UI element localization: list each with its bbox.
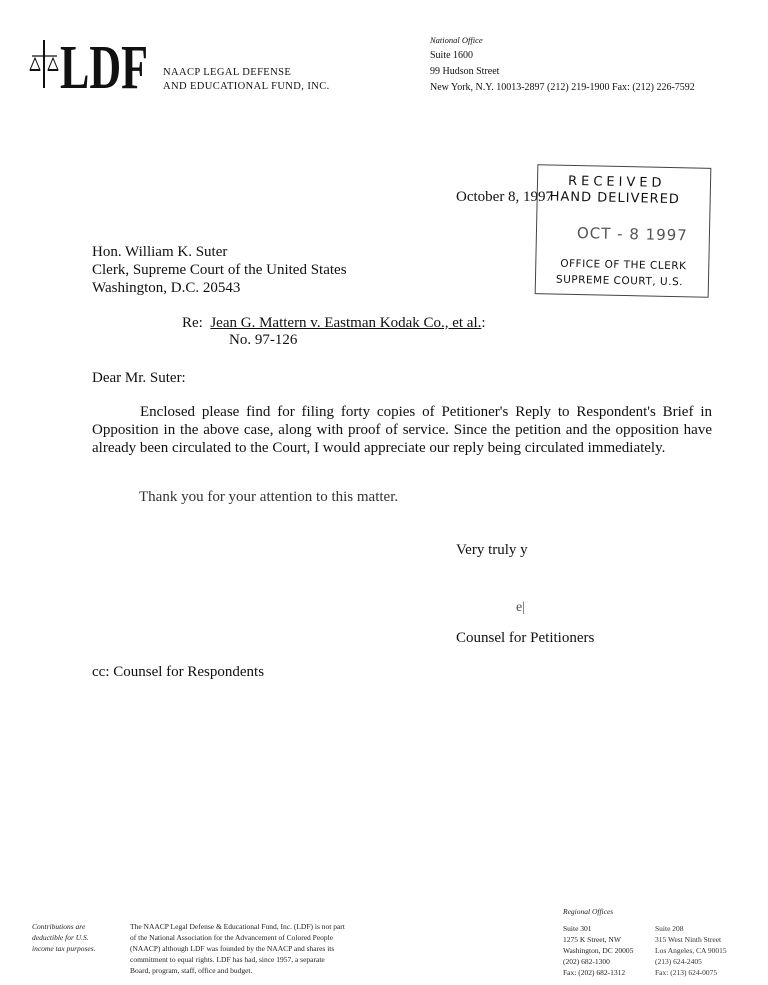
stamp-date: OCT - 8 1997 [576, 224, 689, 245]
re-line [182, 315, 486, 349]
body-paragraph: Enclosed please find for filing forty copies of Petitioner's Reply to Respondent's Brief in Opposition in the above case, along with proof of service. Since the petition and the opposition have already been circulated to the Court, I would appreciate our reply being circulated immediately. [92, 404, 712, 456]
disclaimer-line: The NAACP Legal Defense & Educational Fund, Inc. (LDF) is not part [130, 922, 345, 931]
regional-office-la [655, 923, 727, 978]
tax-deduction-note [32, 921, 96, 954]
letter-date: October 8, 1997 [456, 189, 554, 205]
disclaimer-note [130, 921, 345, 976]
signature-fragment: e| [516, 600, 526, 615]
salutation: Dear Mr. Suter: [92, 370, 186, 386]
signer-title: Counsel for Petitioners [456, 630, 595, 646]
tax-note-line: income tax purposes. [32, 944, 96, 953]
stamp-hand-delivered: HAND DELIVERED [549, 189, 681, 208]
svg-text:LDF: LDF [60, 34, 148, 102]
disclaimer-line: (NAACP) although LDF was founded by the NAACP and shares its [130, 944, 335, 953]
disclaimer-line: commitment to equal rights. LDF has had, since 1957, a separate [130, 955, 325, 964]
office-line: Fax: (213) 624-0075 [655, 968, 718, 977]
office-line: Los Angeles, CA 90015 [655, 946, 727, 955]
national-office-line: Suite 1600 [430, 50, 474, 61]
case-number: No. 97-126 [229, 332, 298, 348]
tax-note-line: deductible for U.S. [32, 933, 89, 942]
national-office-line: New York, N.Y. 10013-2897 (212) 219-1900 Fax: (212) 226-7592 [430, 82, 695, 93]
received-stamp [535, 164, 712, 298]
regional-offices-label: Regional Offices [563, 907, 614, 916]
org-line-1: NAACP LEGAL DEFENSE [163, 67, 292, 78]
stamp-office: OFFICE OF THE CLERK [560, 257, 687, 273]
stamp-court: SUPREME COURT, U.S. [555, 273, 684, 289]
organization-name [163, 66, 330, 94]
national-office-address [430, 32, 695, 96]
re-label: Re: [182, 315, 203, 331]
office-line: (202) 682-1300 [563, 957, 610, 966]
office-line: Washington, DC 20005 [563, 946, 634, 955]
national-office-label: National Office [430, 35, 483, 45]
disclaimer-line: of the National Association for the Advancement of Colored People [130, 933, 334, 942]
disclaimer-line: Board, program, staff, office and budget. [130, 966, 253, 975]
thanks-line: Thank you for your attention to this matter. [139, 489, 399, 505]
tax-note-line: Contributions are [32, 922, 86, 931]
cc-line: cc: Counsel for Respondents [92, 664, 265, 680]
stamp-received: RECEIVED [567, 173, 666, 191]
office-line: (213) 624-2405 [655, 957, 702, 966]
closing: Very truly y [456, 542, 528, 558]
recipient-title: Clerk, Supreme Court of the United States [92, 262, 347, 278]
office-line: Fax: (202) 682-1312 [563, 968, 626, 977]
recipient-city: Washington, D.C. 20543 [92, 280, 241, 296]
case-colon: : [481, 315, 486, 331]
national-office-line: 99 Hudson Street [430, 66, 500, 77]
regional-office-dc [563, 923, 633, 978]
case-name: Jean G. Mattern v. Eastman Kodak Co., et al. [210, 315, 482, 331]
office-line: Suite 208 [655, 924, 684, 933]
recipient-address [92, 243, 347, 297]
recipient-name: Hon. William K. Suter [92, 244, 228, 260]
office-line: Suite 301 [563, 924, 592, 933]
office-line: 1275 K Street, NW [563, 935, 621, 944]
org-line-2: AND EDUCATIONAL FUND, INC. [163, 81, 330, 92]
ldf-logo [30, 34, 148, 102]
office-line: 315 West Ninth Street [655, 935, 722, 944]
